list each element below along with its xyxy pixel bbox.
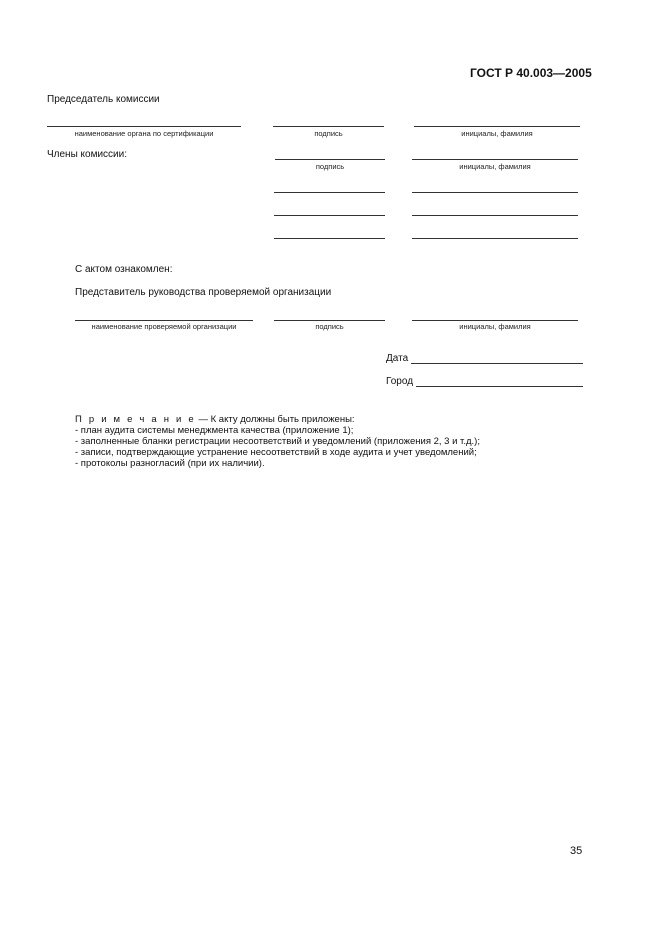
date-label: Дата bbox=[386, 353, 409, 364]
representative-title: Представитель руководства проверяемой организации bbox=[75, 287, 332, 298]
date-line bbox=[411, 363, 583, 364]
member-3-name-line bbox=[412, 215, 578, 216]
member-name-caption: инициалы, фамилия bbox=[459, 162, 531, 171]
member-2-sign-line bbox=[274, 192, 385, 193]
member-4-sign-line bbox=[274, 238, 385, 239]
note-lead-rest: — К акту должны быть приложены: bbox=[195, 414, 355, 425]
note-lead: П р и м е ч а н и е bbox=[75, 414, 196, 425]
note-item: - план аудита системы менеджмента качества (приложение 1); bbox=[75, 425, 354, 436]
note-heading bbox=[75, 414, 355, 425]
member-sign-caption: подпись bbox=[315, 162, 345, 171]
city-label: Город bbox=[386, 376, 414, 387]
chair-sign-line bbox=[273, 126, 384, 127]
chair-org-caption: наименование органа по сертификации bbox=[74, 129, 214, 138]
page-number: 35 bbox=[570, 845, 583, 857]
members-title: Члены комиссии: bbox=[47, 149, 128, 160]
note-item: - заполненные бланки регистрации несоответствий и уведомлений (приложения 2, 3 и т.д.); bbox=[75, 436, 480, 447]
rep-sign-line bbox=[274, 320, 385, 321]
acquainted-title: С актом ознакомлен: bbox=[75, 264, 173, 275]
rep-name-line bbox=[412, 320, 578, 321]
note-item: - записи, подтверждающие устранение несоответствий в ходе аудита и учет уведомлений; bbox=[75, 447, 477, 458]
rep-org-line bbox=[75, 320, 253, 321]
chair-name-line bbox=[414, 126, 580, 127]
chair-title: Председатель комиссии bbox=[47, 94, 160, 105]
note-item: - протоколы разногласий (при их наличии). bbox=[75, 458, 265, 469]
member-4-name-line bbox=[412, 238, 578, 239]
member-1-sign-line bbox=[275, 159, 385, 160]
city-line bbox=[416, 386, 583, 387]
member-1-name-line bbox=[412, 159, 578, 160]
rep-sign-caption: подпись bbox=[315, 322, 344, 331]
chair-sign-caption: подпись bbox=[314, 129, 343, 138]
member-3-sign-line bbox=[274, 215, 385, 216]
rep-org-caption: наименование проверяемой организации bbox=[91, 322, 237, 331]
chair-name-caption: инициалы, фамилия bbox=[461, 129, 533, 138]
member-2-name-line bbox=[412, 192, 578, 193]
chair-org-line bbox=[47, 126, 241, 127]
rep-name-caption: инициалы, фамилия bbox=[459, 322, 531, 331]
document-code: ГОСТ Р 40.003—2005 bbox=[470, 66, 592, 80]
